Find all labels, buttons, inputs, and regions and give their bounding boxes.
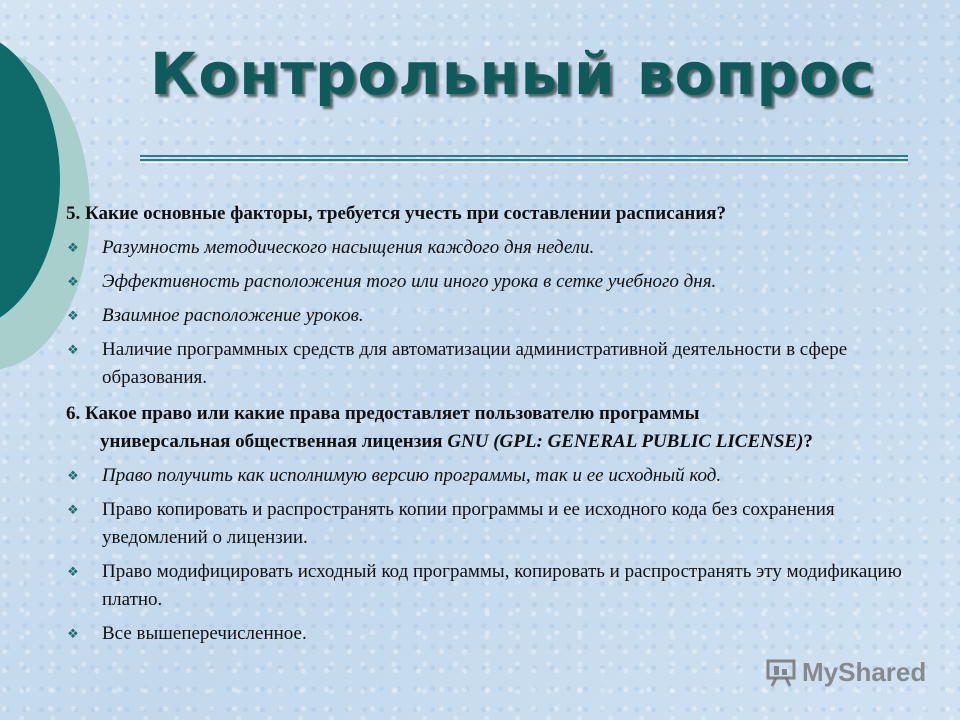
list-item xyxy=(66,496,906,552)
list-item-text: Право модифицировать исходный код программы, копировать и распространять эту модификацию платно. xyxy=(102,561,902,610)
diamond-cluster-icon: ❖ xyxy=(67,626,79,641)
diamond-cluster-icon: ❖ xyxy=(67,342,79,357)
diamond-cluster-icon: ❖ xyxy=(67,274,79,289)
question-6 xyxy=(66,400,906,456)
question-6-answers xyxy=(66,462,906,648)
list-item xyxy=(66,268,906,296)
diamond-cluster-icon: ❖ xyxy=(67,308,79,323)
list-item xyxy=(66,234,906,262)
question-6-line1: 6. Какое право или какие права предоставляет пользователю программы xyxy=(66,403,700,424)
list-item xyxy=(66,462,906,490)
watermark-text: MyShared xyxy=(802,657,927,687)
slide-title: Контрольный вопрос xyxy=(150,40,876,108)
diamond-cluster-icon: ❖ xyxy=(67,564,79,579)
diamond-cluster-icon: ❖ xyxy=(67,468,79,483)
list-item xyxy=(66,558,906,614)
watermark xyxy=(766,657,926,688)
question-5: 5. Какие основные факторы, требуется учесть при составлении расписания? xyxy=(66,203,727,224)
list-item-text: Взаимное расположение уроков. xyxy=(102,305,364,326)
license-name: GNU (GPL: GENERAL PUBLIC LICENSE) xyxy=(447,431,804,452)
slide-content xyxy=(66,200,906,656)
presentation-board-icon xyxy=(766,659,796,687)
question-5-answers xyxy=(66,234,906,392)
diamond-cluster-icon: ❖ xyxy=(67,502,79,517)
diamond-cluster-icon: ❖ xyxy=(67,240,79,255)
list-item-text: Право получить как исполнимую версию программы, так и ее исходный код. xyxy=(102,465,722,486)
list-item xyxy=(66,336,906,392)
question-6-line2: универсальная общественная лицензия GNU (GPL: GENERAL PUBLIC LICENSE)? xyxy=(100,431,813,452)
title-divider xyxy=(140,155,908,164)
list-item-text: Все вышеперечисленное. xyxy=(102,623,307,644)
list-item-text: Право копировать и распространять копии программы и ее исходного кода без сохранения уведомлений о лицензии. xyxy=(102,499,835,548)
list-item-text: Разумность методического насыщения каждого дня недели. xyxy=(102,237,595,258)
list-item-text: Эффективность расположения того или иного урока в сетке учебного дня. xyxy=(102,271,717,292)
list-item-text: Наличие программных средств для автоматизации административной деятельности в сфере образования. xyxy=(102,339,848,388)
list-item xyxy=(66,302,906,330)
list-item xyxy=(66,620,906,648)
